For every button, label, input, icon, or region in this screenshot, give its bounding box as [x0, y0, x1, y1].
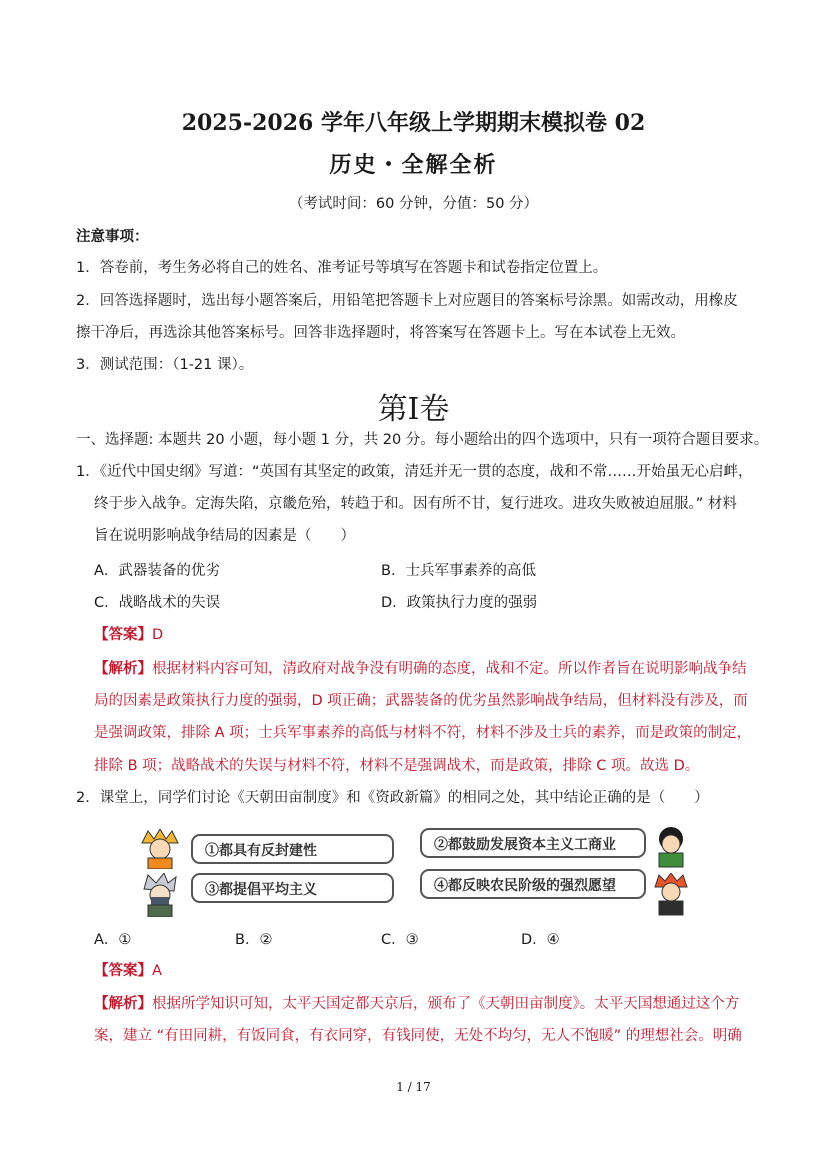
paper-title: 2025-2026 学年八年级上学期期末模拟卷 02 [181, 110, 646, 136]
q1-analysis-text-1: 根据材料内容可知，清政府对战争没有明确的态度，战和不定。所以作者旨在说明影响战争结 [152, 661, 747, 677]
student-yellow-hair-icon [138, 829, 182, 869]
student-orange-hair-icon [651, 873, 691, 917]
speech-bubble-1: ①都具有反封建性 [191, 834, 394, 864]
q1-stem-line-2: 终于步入战争。定海失陷，京畿危殆，转趋于和。因有所不甘，复行进攻。进攻失败被迫屈服。” 材料 [94, 496, 737, 512]
q2-option-a: A．① [94, 932, 132, 948]
q2-option-c: C．③ [381, 932, 419, 948]
paper-subtitle: 历史・全解全析 [329, 153, 498, 178]
page-number: 1 / 17 [396, 1080, 431, 1094]
exam-time-info: （考试时间：60 分钟，分值：50 分） [288, 196, 539, 212]
q1-answer [94, 620, 163, 651]
q1-stem-line-3: 旨在说明影响战争结局的因素是（ ） [94, 528, 355, 544]
student-black-hair-icon [651, 825, 691, 869]
q1-analysis-line-3: 是强调政策，排除 A 项；士兵军事素养的高低与材料不符，材料不涉及士兵的素养，而是政策的制定， [94, 725, 752, 741]
q2-analysis-text-1: 根据所学知识可知，太平天国定都天京后，颁布了《天朝田亩制度》。太平天国想通过这个方 [152, 996, 740, 1012]
q2-stem: 2．课堂上，同学们讨论《天朝田亩制度》和《资政新篇》的相同之处，其中结论正确的是（ ） [76, 790, 709, 806]
notice-item-2-line-2: 擦干净后，再选涂其他答案标号。回答非选择题时，将答案写在答题卡上。写在本试卷上无效。 [76, 325, 685, 341]
q1-analysis-line-1 [94, 654, 747, 685]
speech-bubble-3: ③都提倡平均主义 [191, 873, 394, 903]
q1-option-b: B．士兵军事素养的高低 [381, 563, 536, 579]
student-silver-hair-icon [138, 873, 182, 917]
q1-stem-line-1: 1．《近代中国史纲》写道：“英国有其坚定的政策，清廷并无一贯的态度，战和不常……开始虽无心启衅， [76, 464, 753, 480]
q1-answer-label: 【答案】 [94, 627, 152, 643]
notice-item-3: 3．测试范围：（1-21 课）。 [76, 357, 254, 373]
q2-analysis-line-1 [94, 989, 739, 1020]
section-instruction: 一、选择题: 本题共 20 小题，每小题 1 分，共 20 分。每小题给出的四个选项中，只有一项符合题目要求。 [76, 432, 769, 448]
q2-option-d: D．④ [521, 932, 560, 948]
q2-discussion-figure [138, 823, 698, 919]
notice-item-2-line-1: 2．回答选择题时，选出每小题答案后，用铅笔把答题卡上对应题目的答案标号涂黑。如需改动，用橡皮 [76, 293, 738, 309]
q2-analysis-line-2: 案，建立 “有田同耕，有饭同食，有衣同穿，有钱同使，无处不均匀，无人不饱暖” 的理想社会。明确 [94, 1028, 742, 1044]
q1-analysis-line-4: 排除 B 项；战略战术的失误与材料不符，材料不是强调战术，而是政策，排除 C 项。故选 D。 [94, 758, 700, 774]
notice-item-1: 1．答卷前，考生务必将自己的姓名、准考证号等填写在答题卡和试卷指定位置上。 [76, 260, 608, 276]
q1-option-d: D．政策执行力度的强弱 [381, 595, 538, 611]
notice-heading: 注意事项： [76, 229, 149, 245]
volume-title: 第Ⅰ卷 [377, 392, 450, 427]
q2-analysis-label: 【解析】 [94, 996, 152, 1012]
q1-option-c: C．战略战术的失误 [94, 595, 221, 611]
q1-analysis-label: 【解析】 [94, 661, 152, 677]
q2-answer-value: A [152, 963, 162, 979]
q1-analysis-line-2: 局的因素是政策执行力度的强弱，D 项正确；武器装备的优劣虽然影响战争结局，但材料没有涉及，而 [94, 693, 748, 709]
q1-answer-value: D [152, 627, 164, 643]
q2-answer [94, 956, 162, 987]
speech-bubble-4: ④都反映农民阶级的强烈愿望 [420, 869, 646, 899]
speech-bubble-2: ②都鼓励发展资本主义工商业 [420, 828, 646, 858]
q2-option-b: B．② [235, 932, 273, 948]
q1-option-a: A．武器装备的优劣 [94, 563, 220, 579]
q2-answer-label: 【答案】 [94, 963, 152, 979]
